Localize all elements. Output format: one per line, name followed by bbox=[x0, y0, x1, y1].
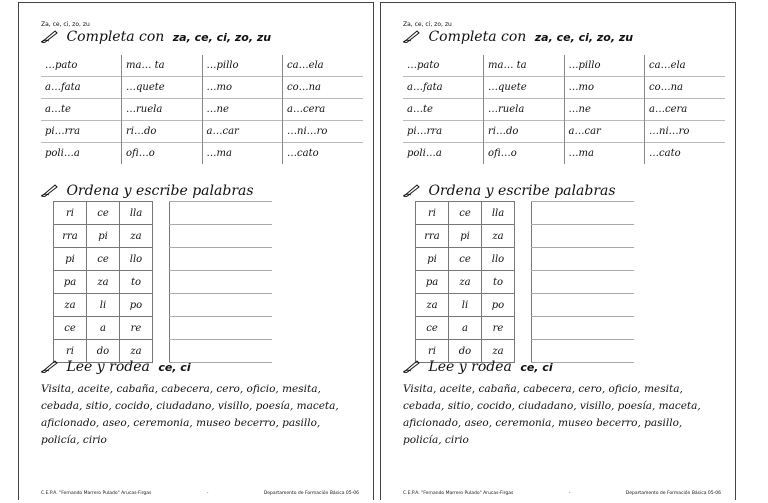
fill-cell: pi…rra bbox=[41, 121, 122, 143]
section-read-title: Lee y rodea bbox=[428, 359, 512, 375]
section-order-heading bbox=[403, 183, 616, 199]
table-row bbox=[416, 294, 635, 317]
table-row bbox=[403, 55, 725, 77]
syllable-cell: za bbox=[482, 340, 515, 363]
fill-cell: ma… ta bbox=[484, 55, 565, 77]
fill-cell: ofi…o bbox=[484, 143, 565, 165]
fill-cell: pi…rra bbox=[403, 121, 484, 143]
fill-cell: a…te bbox=[41, 99, 122, 121]
table-row bbox=[416, 202, 635, 225]
write-line bbox=[532, 225, 635, 248]
table-row bbox=[41, 77, 363, 99]
fill-cell: …cato bbox=[645, 143, 726, 165]
write-line bbox=[170, 294, 273, 317]
syllable-cell: za bbox=[54, 294, 87, 317]
syllable-cell: ce bbox=[54, 317, 87, 340]
syllable-cell: ri bbox=[54, 340, 87, 363]
syllable-cell: lla bbox=[482, 202, 515, 225]
fill-cell: a…fata bbox=[403, 77, 484, 99]
syllable-cell: llo bbox=[482, 248, 515, 271]
fill-cell: …pillo bbox=[564, 55, 645, 77]
pen-icon bbox=[403, 29, 421, 43]
fill-cell: ca…ela bbox=[645, 55, 726, 77]
footer-dept: Departamento de Formación Básica 05-06 bbox=[263, 491, 359, 496]
fill-in-table bbox=[403, 55, 725, 164]
pen-icon bbox=[403, 359, 421, 373]
write-line bbox=[532, 294, 635, 317]
order-table bbox=[53, 201, 272, 363]
footer-dept: Departamento de Formación Básica 05-06 bbox=[625, 491, 721, 496]
section-complete-syllables: za, ce, ci, zo, zu bbox=[172, 31, 272, 44]
fill-in-table bbox=[41, 55, 363, 164]
write-line bbox=[532, 248, 635, 271]
syllable-cell: ce bbox=[87, 202, 120, 225]
syllable-cell: do bbox=[87, 340, 120, 363]
syllable-cell: po bbox=[482, 294, 515, 317]
fill-cell: …ruela bbox=[122, 99, 203, 121]
fill-cell: …ma bbox=[202, 143, 283, 165]
syllable-cell: ce bbox=[449, 248, 482, 271]
syllable-cell: po bbox=[120, 294, 153, 317]
write-line bbox=[170, 248, 273, 271]
section-read-title: Lee y rodea bbox=[66, 359, 150, 375]
section-complete-syllables: za, ce, ci, zo, zu bbox=[534, 31, 634, 44]
fill-cell: …ma bbox=[564, 143, 645, 165]
pen-icon bbox=[403, 183, 421, 197]
write-line bbox=[532, 271, 635, 294]
tiny-header: Za, ce, ci, zo, zu bbox=[403, 21, 452, 28]
pen-icon bbox=[41, 359, 59, 373]
footer-mid: - bbox=[206, 491, 209, 496]
fill-cell: ma… ta bbox=[122, 55, 203, 77]
syllable-cell: re bbox=[120, 317, 153, 340]
syllable-cell: li bbox=[449, 294, 482, 317]
fill-cell: …pato bbox=[45, 60, 78, 71]
table-row bbox=[54, 225, 273, 248]
worksheet-page-left bbox=[18, 2, 374, 500]
write-line bbox=[532, 202, 635, 225]
write-line bbox=[170, 317, 273, 340]
fill-cell: a…car bbox=[564, 121, 645, 143]
fill-cell: …cato bbox=[283, 143, 364, 165]
fill-cell: …quete bbox=[122, 77, 203, 99]
syllable-cell: do bbox=[449, 340, 482, 363]
footer-school: C.E.P.A. "Fernando Marrero Pulado" Arucas-Firgas bbox=[403, 491, 514, 496]
syllable-cell: pi bbox=[416, 248, 449, 271]
reading-paragraph: Visita, aceite, cabaña, cabecera, cero, oficio, mesita, cebada, sitio, cocido, ciudadano, visillo, poesía, maceta, aficionado, aseo, ceremonia, museo becerro, pasillo, policía, cirio bbox=[403, 383, 701, 446]
syllable-cell: rra bbox=[54, 225, 87, 248]
table-row bbox=[416, 225, 635, 248]
fill-cell: …pato bbox=[407, 60, 440, 71]
fill-cell: …mo bbox=[202, 77, 283, 99]
section-read-heading bbox=[403, 359, 553, 375]
fill-cell: poli…a bbox=[41, 143, 122, 165]
footer-school: C.E.P.A. "Fernando Marrero Pulado" Arucas-Firgas bbox=[41, 491, 152, 496]
fill-cell: …ni…ro bbox=[645, 121, 726, 143]
section-order-title: Ordena y escribe palabras bbox=[66, 183, 254, 199]
fill-cell: co…na bbox=[645, 77, 726, 99]
syllable-cell: ri bbox=[54, 202, 87, 225]
worksheet-page-right bbox=[380, 2, 736, 500]
fill-cell: ofi…o bbox=[122, 143, 203, 165]
table-row bbox=[54, 271, 273, 294]
fill-cell: …ne bbox=[202, 99, 283, 121]
fill-cell: ri…do bbox=[484, 121, 565, 143]
fill-cell: a…cera bbox=[283, 99, 364, 121]
write-line bbox=[532, 317, 635, 340]
table-row bbox=[416, 248, 635, 271]
syllable-cell: ce bbox=[416, 317, 449, 340]
write-line bbox=[170, 202, 273, 225]
fill-cell: …ni…ro bbox=[283, 121, 364, 143]
section-complete-title: Completa con bbox=[66, 29, 165, 45]
fill-cell: ri…do bbox=[122, 121, 203, 143]
fill-cell: …quete bbox=[484, 77, 565, 99]
syllable-cell: a bbox=[449, 317, 482, 340]
table-row bbox=[41, 55, 363, 77]
page-footer bbox=[41, 491, 359, 496]
syllable-cell: ce bbox=[449, 202, 482, 225]
syllable-cell: a bbox=[87, 317, 120, 340]
fill-cell: …pillo bbox=[202, 55, 283, 77]
syllable-cell: ri bbox=[416, 202, 449, 225]
syllable-cell: llo bbox=[120, 248, 153, 271]
table-row bbox=[41, 99, 363, 121]
syllable-cell: za bbox=[449, 271, 482, 294]
fill-cell: …mo bbox=[564, 77, 645, 99]
section-read-syllables: ce, ci bbox=[520, 361, 553, 374]
write-line bbox=[170, 225, 273, 248]
table-row bbox=[403, 121, 725, 143]
syllable-cell: to bbox=[120, 271, 153, 294]
section-complete-title: Completa con bbox=[428, 29, 527, 45]
fill-cell: a…fata bbox=[41, 77, 122, 99]
fill-cell: poli…a bbox=[403, 143, 484, 165]
fill-cell: …ruela bbox=[484, 99, 565, 121]
syllable-cell: li bbox=[87, 294, 120, 317]
table-row bbox=[416, 317, 635, 340]
tiny-header: Za, ce, ci, zo, zu bbox=[41, 21, 90, 28]
table-row bbox=[54, 294, 273, 317]
syllable-cell: ce bbox=[87, 248, 120, 271]
pen-icon bbox=[41, 29, 59, 43]
table-row bbox=[54, 248, 273, 271]
order-table bbox=[415, 201, 634, 363]
syllable-cell: rra bbox=[416, 225, 449, 248]
reading-paragraph: Visita, aceite, cabaña, cabecera, cero, oficio, mesita, cebada, sitio, cocido, ciudadano, visillo, poesía, maceta, aficionado, aseo, ceremonia, museo becerro, pasillo, policía, cirio bbox=[41, 383, 339, 446]
fill-cell: a…cera bbox=[645, 99, 726, 121]
syllable-cell: za bbox=[120, 340, 153, 363]
syllable-cell: za bbox=[87, 271, 120, 294]
section-read-syllables: ce, ci bbox=[158, 361, 191, 374]
table-row bbox=[403, 143, 725, 165]
table-row bbox=[54, 317, 273, 340]
section-order-title: Ordena y escribe palabras bbox=[428, 183, 616, 199]
fill-cell: ca…ela bbox=[283, 55, 364, 77]
section-complete-heading bbox=[403, 29, 633, 45]
write-line bbox=[170, 271, 273, 294]
syllable-cell: lla bbox=[120, 202, 153, 225]
syllable-cell: za bbox=[416, 294, 449, 317]
section-complete-heading bbox=[41, 29, 271, 45]
fill-cell: …ne bbox=[564, 99, 645, 121]
table-row bbox=[403, 99, 725, 121]
syllable-cell: pa bbox=[416, 271, 449, 294]
table-row bbox=[416, 271, 635, 294]
table-row bbox=[41, 143, 363, 165]
syllable-cell: pi bbox=[54, 248, 87, 271]
table-row bbox=[41, 121, 363, 143]
syllable-cell: za bbox=[482, 225, 515, 248]
table-row bbox=[403, 77, 725, 99]
syllable-cell: pi bbox=[87, 225, 120, 248]
page-footer bbox=[403, 491, 721, 496]
fill-cell: a…te bbox=[403, 99, 484, 121]
syllable-cell: ri bbox=[416, 340, 449, 363]
syllable-cell: re bbox=[482, 317, 515, 340]
table-row bbox=[54, 202, 273, 225]
syllable-cell: za bbox=[120, 225, 153, 248]
fill-cell: co…na bbox=[283, 77, 364, 99]
section-read-heading bbox=[41, 359, 191, 375]
syllable-cell: to bbox=[482, 271, 515, 294]
syllable-cell: pa bbox=[54, 271, 87, 294]
fill-cell: a…car bbox=[202, 121, 283, 143]
syllable-cell: pi bbox=[449, 225, 482, 248]
footer-mid: - bbox=[568, 491, 571, 496]
section-order-heading bbox=[41, 183, 254, 199]
pen-icon bbox=[41, 183, 59, 197]
